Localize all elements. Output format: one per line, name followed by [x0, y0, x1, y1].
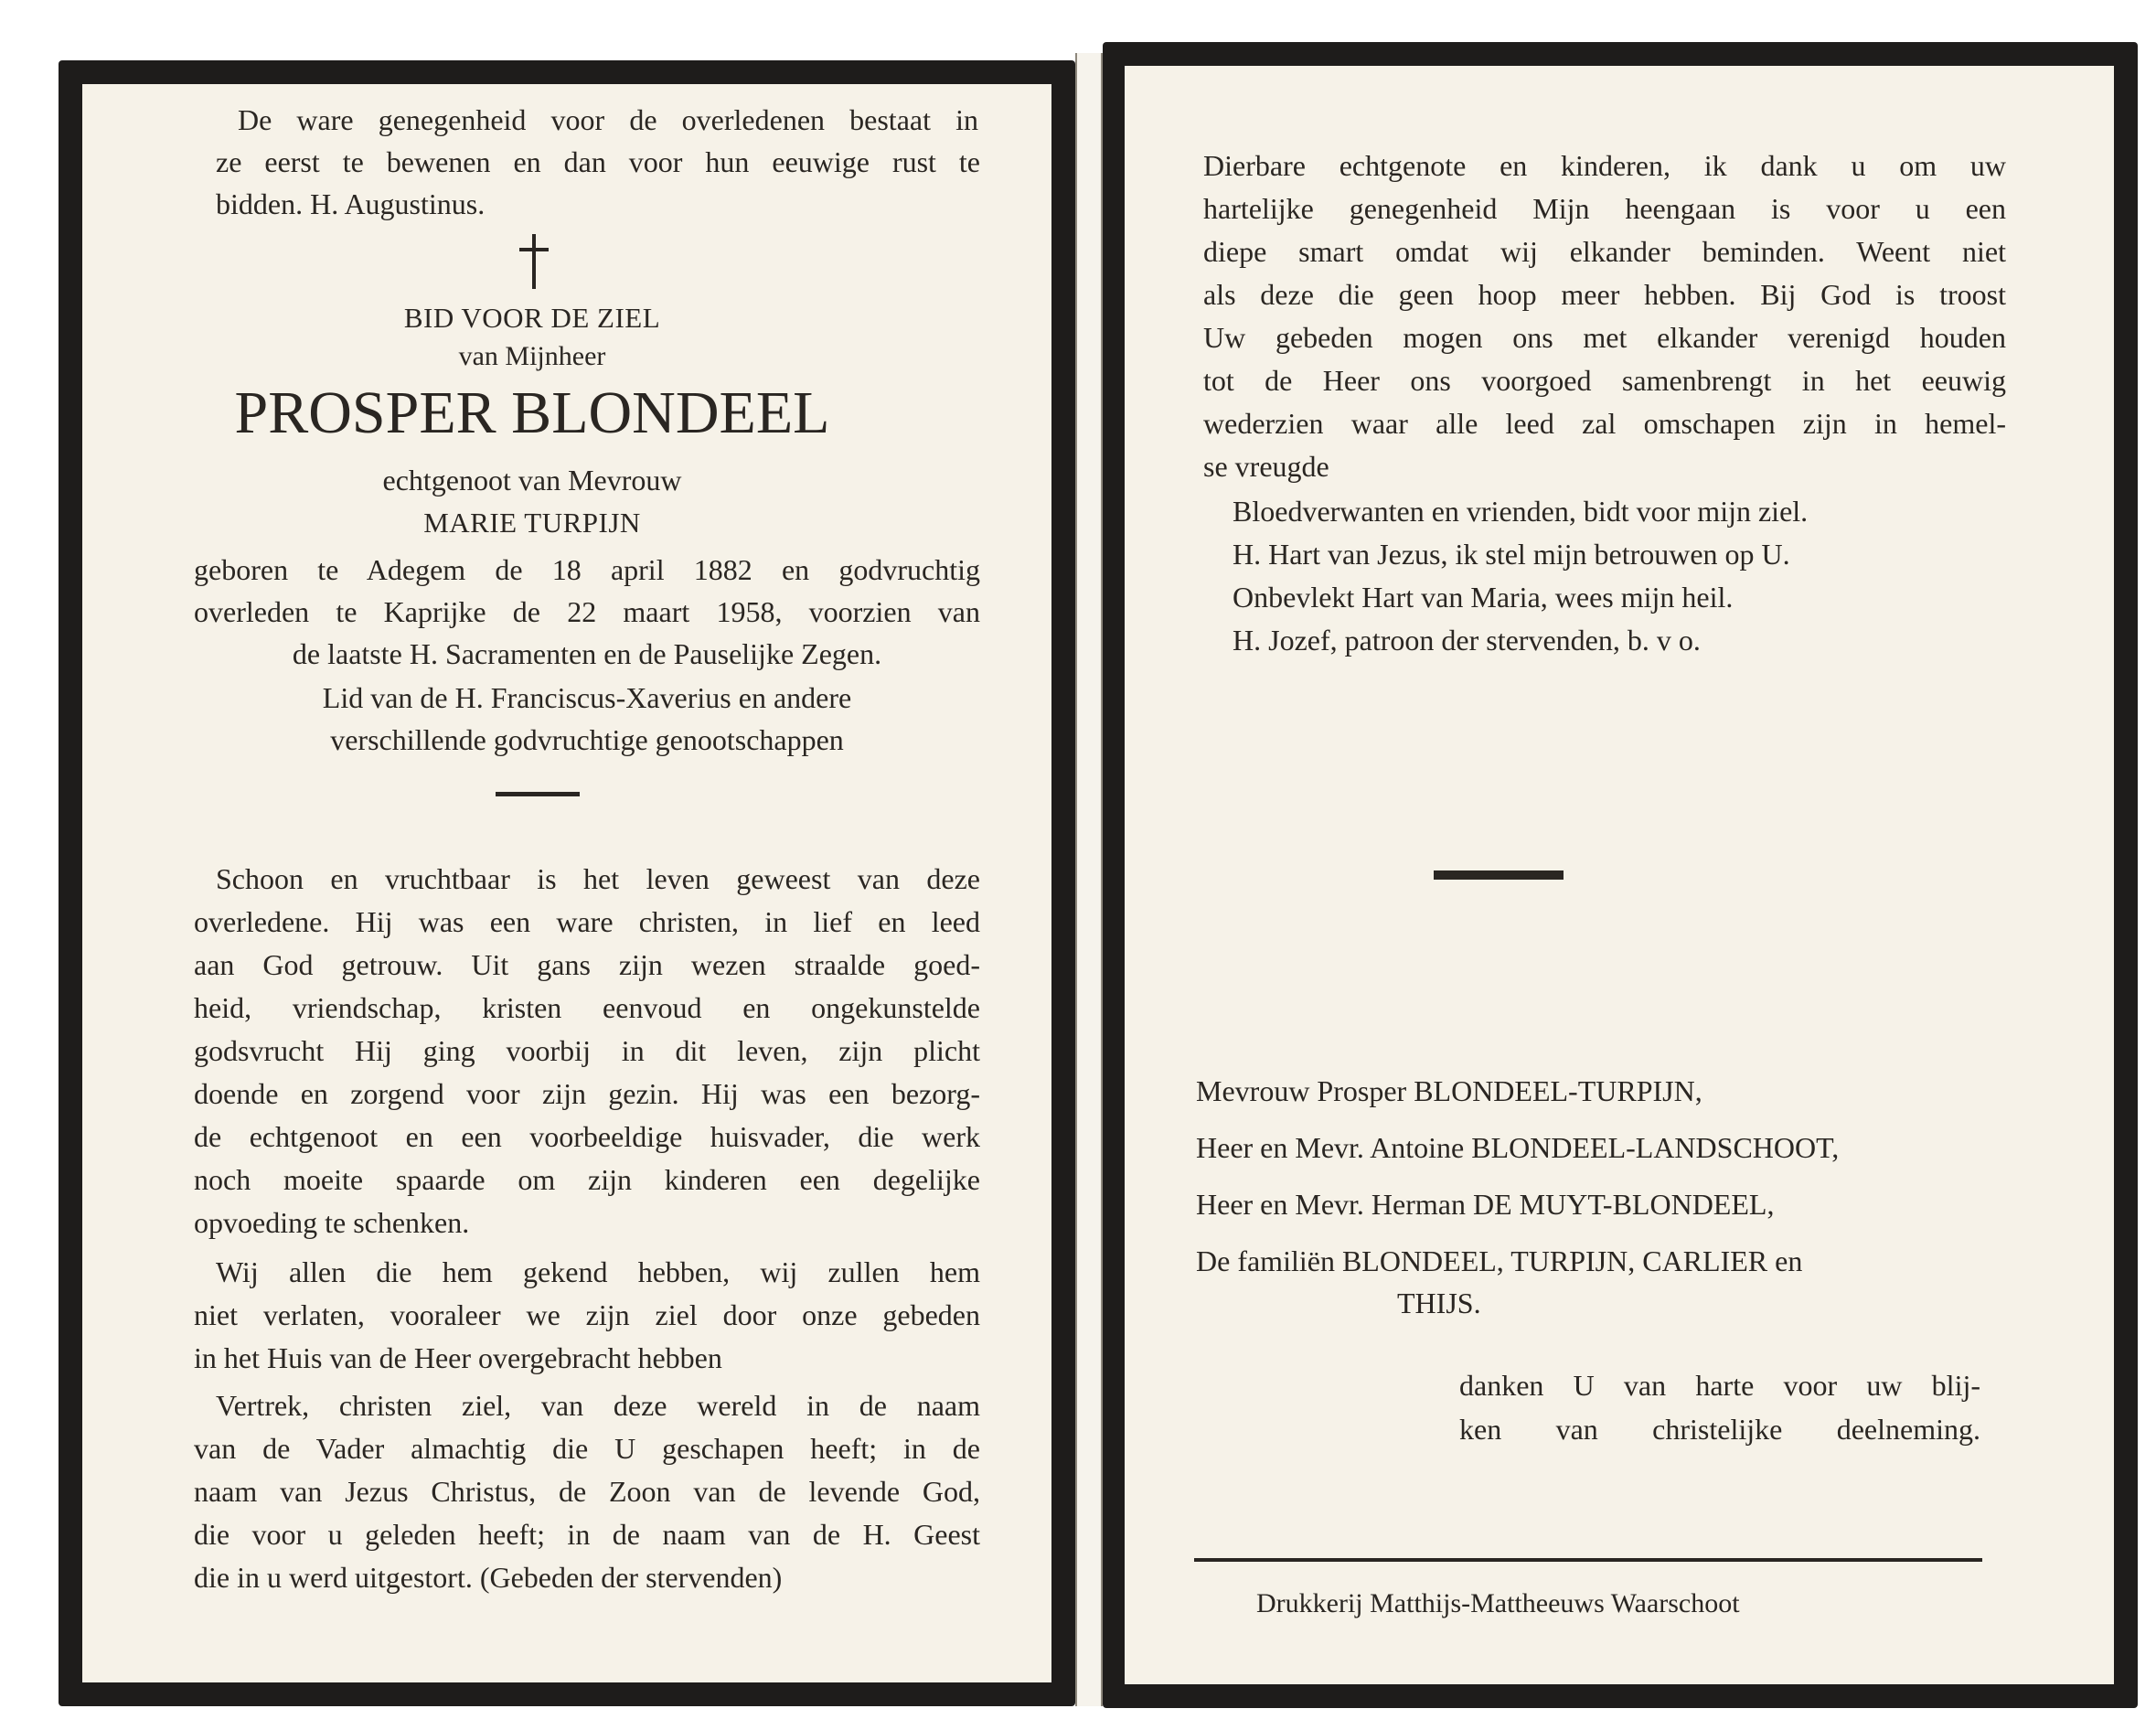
spouse-line: echtgenoot van Mevrouw	[382, 464, 682, 497]
family-line-5: THIJS.	[1397, 1287, 1481, 1319]
farewell-line-2: hartelijke genegenheid Mijn heengaan is voor u een	[1203, 192, 2006, 225]
epigraph-line-1: De ware genegenheid voor de overledenen bestaat in	[238, 103, 978, 136]
bio-line-1: geboren te Adegem de 18 april 1882 en godvruchtig	[194, 553, 980, 586]
farewell-line-3: diepe smart omdat wij elkander beminden. Weent niet	[1203, 235, 2006, 268]
eulogy-line-11: niet verlaten, vooraleer we zijn ziel door onze gebeden	[194, 1298, 980, 1331]
bid-voor-de-ziel: BID VOOR DE ZIEL	[403, 302, 661, 334]
family-line-3: Heer en Mevr. Herman DE MUYT-BLONDEEL,	[1196, 1188, 1775, 1221]
eulogy-line-7: de echtgenoot en een voorbeeldige huisvader, die werk	[194, 1120, 980, 1153]
eulogy-line-3: aan God getrouw. Uit gans zijn wezen straalde goed-	[194, 948, 980, 981]
epigraph-line-2: ze eerst te bewenen en dan voor hun eeuwige rust te	[216, 145, 980, 178]
eulogy-line-1: Schoon en vruchtbaar is het leven geweest van deze	[216, 862, 980, 895]
card-fold	[1075, 53, 1103, 1706]
section-divider	[496, 792, 580, 796]
family-line-1: Mevrouw Prosper BLONDEEL-TURPIJN,	[1196, 1074, 1702, 1107]
eulogy-line-6: doende en zorgend voor zijn gezin. Hij was een bezorg-	[194, 1077, 980, 1110]
farewell-line-6: tot de Heer ons voorgoed samenbrengt in het eeuwig	[1203, 364, 2006, 397]
left-page-paper	[82, 84, 1051, 1682]
prayer-line-4: H. Jozef, patroon der stervenden, b. v o.	[1233, 624, 1701, 657]
epigraph-attribution: bidden. H. Augustinus.	[216, 187, 486, 220]
farewell-line-1: Dierbare echtgenote en kinderen, ik dank u om uw	[1203, 149, 2006, 182]
farewell-line-7: wederzien waar alle leed zal omschapen zijn in hemel-	[1203, 407, 2006, 440]
right-page-paper	[1125, 66, 2114, 1684]
eulogy-line-12: in het Huis van de Heer overgebracht hebben	[194, 1341, 722, 1374]
footer-rule	[1194, 1558, 1982, 1562]
spouse-name: MARIE TURPIJN	[423, 507, 641, 539]
eulogy-line-14: van de Vader almachtig die U geschapen heeft; in de	[194, 1432, 980, 1465]
farewell-line-8: se vreugde	[1203, 450, 1329, 483]
van-mijnheer: van Mijnheer	[458, 341, 606, 371]
eulogy-line-9: opvoeding te schenken.	[194, 1206, 470, 1239]
thanks-line-1: danken U van harte voor uw blij-	[1459, 1369, 1980, 1402]
farewell-line-4: als deze die geen hoop meer hebben. Bij God is troost	[1203, 278, 2006, 311]
prayer-line-2: H. Hart van Jezus, ik stel mijn betrouwen op U.	[1233, 538, 1790, 571]
eulogy-line-17: die in u werd uitgestort. (Gebeden der stervenden)	[194, 1561, 783, 1594]
bio-line-2: overleden te Kaprijke de 22 maart 1958, voorzien van	[194, 595, 980, 628]
bio-line-5: verschillende godvruchtige genootschappen	[330, 723, 844, 756]
cross-icon	[516, 234, 552, 289]
eulogy-line-5: godsvrucht Hij ging voorbij in dit leven, zijn plicht	[194, 1034, 980, 1067]
eulogy-line-15: naam van Jezus Christus, de Zoon van de levende God,	[194, 1475, 980, 1508]
prayer-line-1: Bloedverwanten en vrienden, bidt voor mijn ziel.	[1233, 495, 1809, 528]
family-line-4: De familiën BLONDEEL, TURPIJN, CARLIER en	[1196, 1244, 1803, 1277]
eulogy-line-16: die voor u geleden heeft; in de naam van de H. Geest	[194, 1518, 980, 1551]
printer-credit: Drukkerij Matthijs-Mattheeuws Waarschoot	[1256, 1588, 1740, 1618]
thanks-line-2: ken van christelijke deelneming.	[1459, 1413, 1980, 1446]
bio-line-3: de laatste H. Sacramenten en de Pauselijke Zegen.	[292, 637, 882, 670]
eulogy-line-10: Wij allen die hem gekend hebben, wij zullen hem	[216, 1255, 980, 1288]
prayer-line-3: Onbevlekt Hart van Maria, wees mijn heil.	[1233, 581, 1734, 614]
left-page-mourning-border	[59, 60, 1075, 1706]
eulogy-line-13: Vertrek, christen ziel, van deze wereld in de naam	[216, 1389, 980, 1422]
center-divider	[1434, 870, 1564, 880]
deceased-name: PROSPER BLONDEEL	[234, 379, 830, 446]
right-page-mourning-border	[1103, 42, 2138, 1708]
farewell-line-5: Uw gebeden mogen ons met elkander verenigd houden	[1203, 321, 2006, 354]
bio-line-4: Lid van de H. Franciscus-Xaverius en andere	[322, 681, 852, 714]
family-line-2: Heer en Mevr. Antoine BLONDEEL-LANDSCHOOT,	[1196, 1131, 1840, 1164]
eulogy-line-8: noch moeite spaarde om zijn kinderen een degelijke	[194, 1163, 980, 1196]
eulogy-line-2: overledene. Hij was een ware christen, in lief en leed	[194, 905, 980, 938]
eulogy-line-4: heid, vriendschap, kristen eenvoud en ongekunstelde	[194, 991, 980, 1024]
